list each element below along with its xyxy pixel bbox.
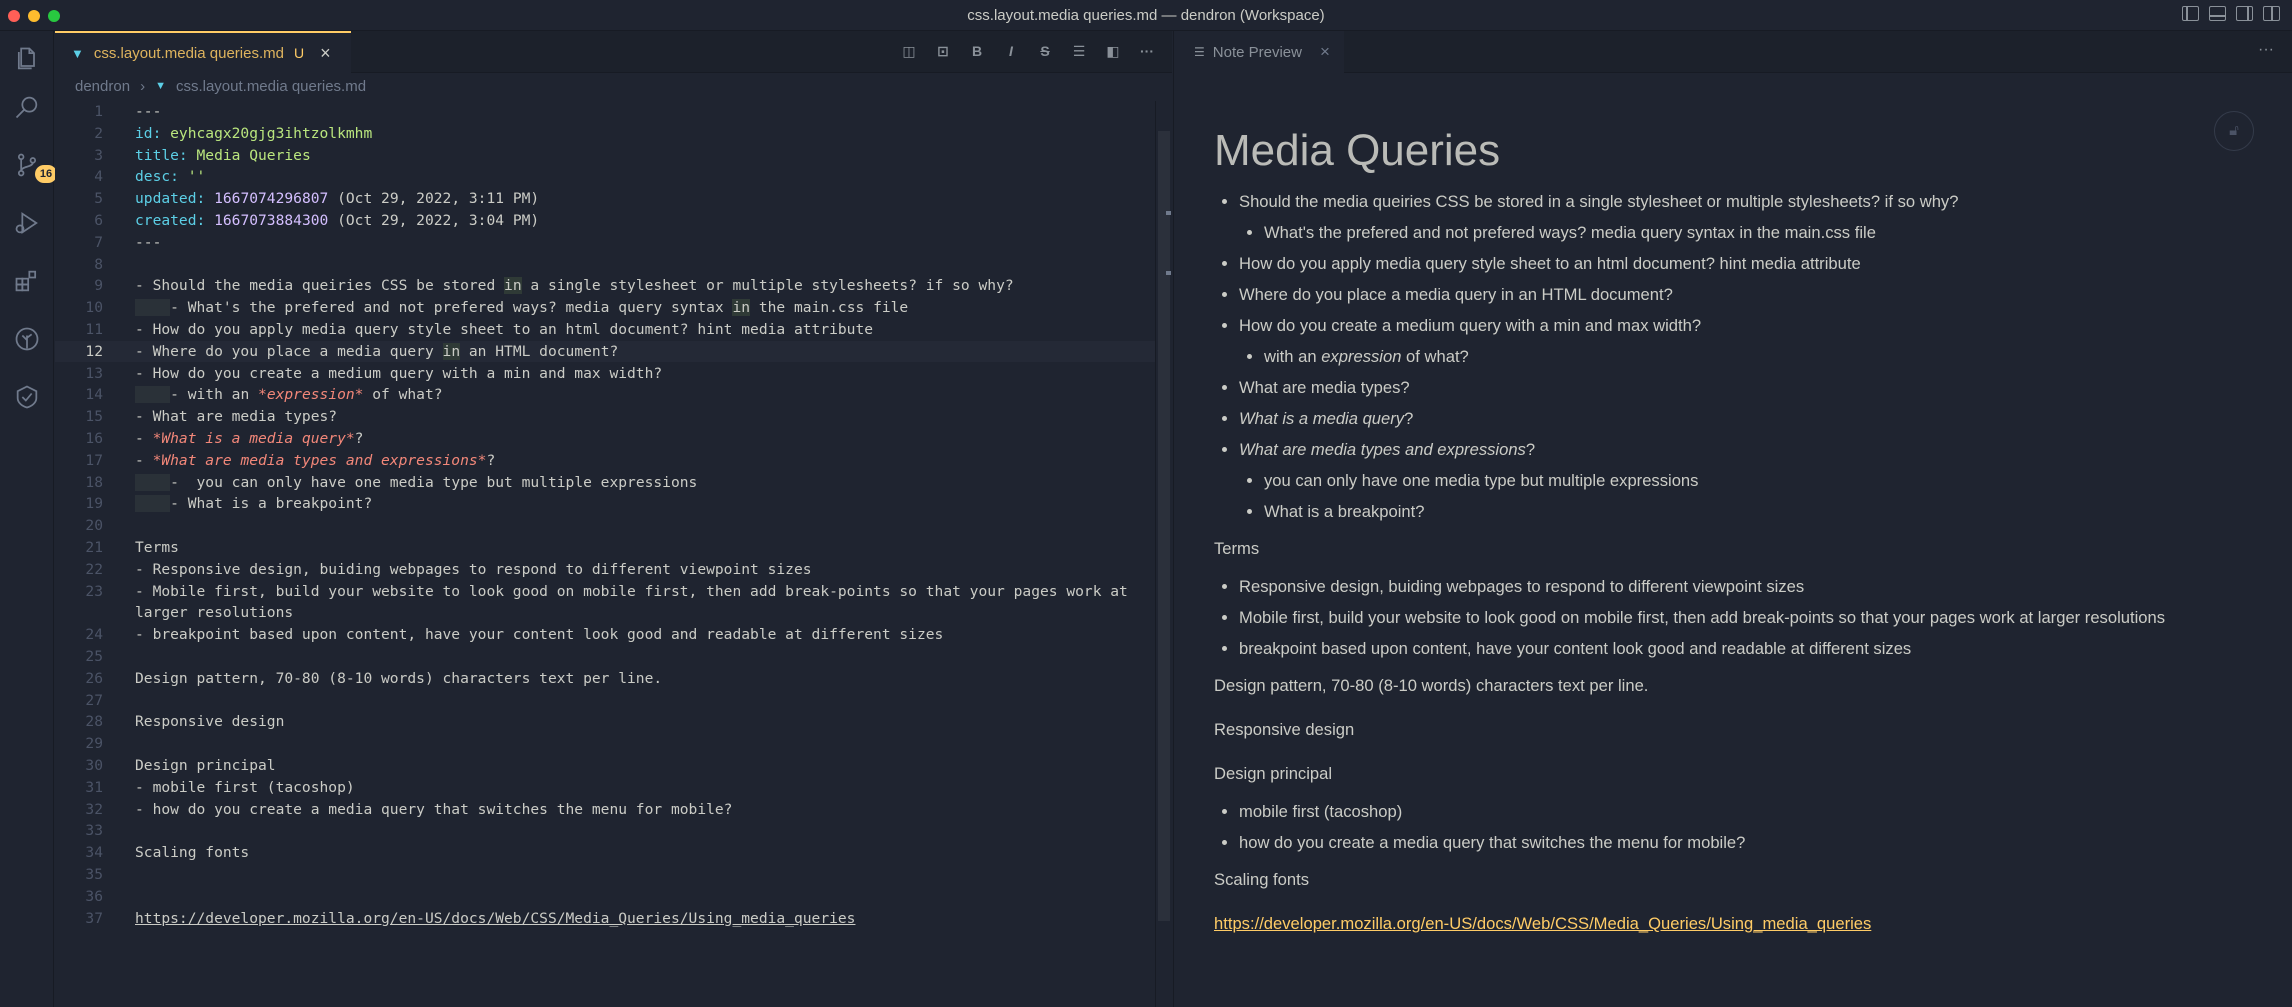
list-item <box>1239 403 2264 434</box>
code-line[interactable] <box>55 275 1155 296</box>
mdn-link[interactable]: https://developer.mozilla.org/en-US/docs/Web/CSS/Media_Queries/Using_media_queries <box>1214 914 1872 933</box>
terms-heading: Terms <box>1214 539 1260 558</box>
extensions-icon[interactable] <box>13 267 41 295</box>
code-line[interactable] <box>55 886 1155 907</box>
line-text: Terms <box>135 539 179 556</box>
line-text: Design principal <box>135 757 276 774</box>
line-text: - Mobile first, build your website to look good on mobile first, then add break-points so that your pages work at <box>135 582 1128 600</box>
line-text: larger resolutions <box>135 604 294 622</box>
preview-title: Media Queries <box>1214 126 1501 175</box>
line-number: 16 <box>85 430 103 447</box>
line-number: 4 <box>94 168 103 186</box>
lock-preview-icon[interactable]: 🔓︎ <box>2214 111 2254 151</box>
code-line[interactable] <box>55 842 1155 863</box>
line-text: - breakpoint based upon content, have your content look good and readable at different sizes <box>135 626 944 644</box>
paragraph: Design principal <box>1214 764 1333 783</box>
dendron-icon[interactable] <box>13 325 41 353</box>
line-number: 3 <box>94 146 103 164</box>
code-line[interactable] <box>55 188 1155 209</box>
breadcrumb <box>55 73 1172 99</box>
list-item-text: Should the media queiries CSS be stored in a single stylesheet or multiple stylesheets? if so why? <box>1239 192 1959 211</box>
line-number: 36 <box>85 887 103 905</box>
preview-more-button[interactable]: ··· <box>2258 41 2274 58</box>
preview-content <box>1214 126 2264 946</box>
line-text: - with an *expression* of what? <box>135 384 443 405</box>
preview-tab-label: Note Preview <box>1212 43 1302 61</box>
text-fragment: of what? <box>1401 347 1469 366</box>
source-control-icon[interactable] <box>13 151 53 180</box>
line-number: 31 <box>85 778 103 796</box>
principal-list <box>1214 796 2264 858</box>
markdown-file-icon: ▼ <box>155 80 166 92</box>
line-number: 24 <box>85 626 103 644</box>
list-item: • you can only have one media type but multiple expressions <box>1264 465 2264 496</box>
line-number: 37 <box>85 909 103 927</box>
editor-tab[interactable] <box>55 31 351 73</box>
line-text: title: Media Queries <box>135 146 311 164</box>
line-text: - What is a breakpoint? <box>135 493 372 514</box>
preview-tab-bar <box>1174 31 2292 73</box>
code-line[interactable] <box>55 537 1155 558</box>
line-number: 14 <box>85 386 103 404</box>
line-number: 17 <box>85 451 103 469</box>
explorer-icon[interactable] <box>13 45 41 73</box>
search-icon[interactable] <box>13 93 41 121</box>
line-text: - What's the prefered and not prefered ways? media query syntax in the main.css file <box>135 297 908 318</box>
list-item <box>1239 186 2264 248</box>
line-text: - Should the media queiries CSS be stored in a single stylesheet or multiple stylesheets? if so why? <box>135 277 1014 295</box>
list-item: • Mobile first, build your website to look good on mobile first, then add break-points so that your pages work at larger resolutions <box>1239 602 2264 633</box>
code-line[interactable] <box>55 297 1155 318</box>
line-number: 18 <box>85 473 103 491</box>
list-item: • What are media types? <box>1239 372 2264 403</box>
line-number: 1 <box>94 103 103 120</box>
split-editor-icon[interactable]: ◧ <box>1106 43 1120 59</box>
line-text: - *What is a media query*? <box>135 430 364 447</box>
editor-tab-bar <box>55 31 1172 73</box>
code-line[interactable] <box>55 384 1155 405</box>
line-text: created: 1667073884300 (Oct 29, 2022, 3:04 PM) <box>135 212 540 229</box>
line-text: id: eyhcagx20gjg3ihtzolkmhm <box>135 124 373 142</box>
text-fragment: ? <box>1404 409 1414 428</box>
code-line[interactable] <box>55 908 1155 929</box>
paragraph: Scaling fonts <box>1214 870 1310 889</box>
line-number: 23 <box>85 582 103 600</box>
code-line[interactable] <box>55 559 1155 580</box>
code-line[interactable] <box>55 254 1155 275</box>
toggle-panel-icon[interactable] <box>2209 6 2226 21</box>
line-number: 29 <box>85 735 103 753</box>
code-line[interactable] <box>55 406 1155 427</box>
scroll-marker <box>1166 211 1171 215</box>
line-number: 21 <box>85 539 103 556</box>
emphasis: What are media types and expressions <box>1239 440 1526 459</box>
code-line[interactable] <box>55 711 1155 732</box>
line-text: - What are media types? <box>135 408 338 426</box>
list-item: • how do you create a media query that switches the menu for mobile? <box>1239 827 2264 858</box>
code-editor[interactable] <box>55 101 1155 1007</box>
line-text: - Where do you place a media query in an HTML document? <box>135 342 619 360</box>
text-fragment: ? <box>1525 440 1536 459</box>
line-number: 25 <box>85 648 103 665</box>
list-item-text: How do you create a medium query with a min and max width? <box>1239 316 1702 335</box>
code-line[interactable] <box>55 668 1155 689</box>
code-line[interactable] <box>55 166 1155 187</box>
scrollbar-thumb[interactable] <box>1158 131 1170 921</box>
customize-layout-icon[interactable] <box>2263 6 2280 21</box>
line-number: 22 <box>85 560 103 578</box>
breadcrumb-root[interactable]: dendron <box>75 77 131 95</box>
preview-icon: ☰ <box>1194 45 1205 59</box>
list-item: • How do you apply media query style sheet to an html document? hint media attribute <box>1239 248 2264 279</box>
list-item: • breakpoint based upon content, have your content look good and readable at different sizes <box>1239 633 2264 664</box>
more-actions-button[interactable]: ··· <box>1140 43 1154 59</box>
run-debug-icon[interactable] <box>13 209 41 237</box>
open-preview-icon[interactable]: ◫ <box>902 43 916 59</box>
code-line[interactable] <box>55 864 1155 885</box>
line-number: 8 <box>94 255 103 273</box>
code-line[interactable] <box>55 777 1155 798</box>
line-text: - How do you apply media query style sheet to an html document? hint media attribute <box>135 321 874 338</box>
code-line[interactable] <box>55 515 1155 536</box>
line-number: 13 <box>85 364 103 382</box>
line-number: 6 <box>94 212 103 229</box>
code-line[interactable] <box>55 363 1155 384</box>
line-number: 28 <box>85 713 103 731</box>
code-line[interactable] <box>55 232 1155 253</box>
code-line[interactable] <box>55 755 1155 776</box>
code-line[interactable] <box>55 450 1155 471</box>
line-number: 2 <box>94 124 103 142</box>
code-line[interactable] <box>55 690 1155 711</box>
list-icon[interactable]: ☰ <box>1072 43 1086 59</box>
line-text: - how do you create a media query that switches the menu for mobile? <box>135 800 733 818</box>
paragraph: Responsive design <box>1214 720 1355 739</box>
untracked-indicator: U <box>293 45 305 61</box>
code-line[interactable] <box>55 820 1155 841</box>
list-item: • mobile first (tacoshop) <box>1239 796 2264 827</box>
line-text: Scaling fonts <box>135 844 250 862</box>
line-number: 15 <box>85 408 103 426</box>
italic-button[interactable]: I <box>1009 43 1013 59</box>
code-line[interactable] <box>55 341 1155 362</box>
editor-group <box>55 31 1172 1007</box>
code-line[interactable] <box>55 624 1155 645</box>
line-number: 19 <box>85 495 103 513</box>
line-number: 10 <box>85 299 103 317</box>
testing-icon[interactable] <box>13 383 41 411</box>
code-line[interactable] <box>55 319 1155 340</box>
list-item: • What's the prefered and not prefered ways? media query syntax in the main.css file <box>1264 217 2264 248</box>
show-graph-icon[interactable]: ⊡ <box>937 43 949 59</box>
line-text: updated: 1667074296807 (Oct 29, 2022, 3:11 PM) <box>135 190 540 208</box>
scroll-marker <box>1166 271 1171 275</box>
code-line[interactable] <box>55 428 1155 449</box>
bold-button[interactable]: B <box>971 43 983 59</box>
code-line[interactable] <box>55 493 1155 514</box>
line-text: --- <box>135 103 162 120</box>
line-text: - Responsive design, buiding webpages to respond to different viewpoint sizes <box>135 560 812 578</box>
line-number: 30 <box>85 757 103 774</box>
code-line[interactable] <box>55 101 1155 122</box>
list-item: • Where do you place a media query in an HTML document? <box>1239 279 2264 310</box>
chevron-right-icon: › <box>140 77 146 95</box>
line-number: 35 <box>85 866 103 883</box>
toggle-primary-sidebar-icon[interactable] <box>2182 6 2199 21</box>
preview-tab[interactable] <box>1174 31 1344 73</box>
line-number: 7 <box>94 233 103 251</box>
code-line[interactable] <box>55 145 1155 166</box>
question-list <box>1214 186 2264 527</box>
line-number: 12 <box>85 342 103 360</box>
line-number: 11 <box>85 321 103 338</box>
emphasis: What is a media query <box>1239 409 1405 428</box>
list-item <box>1264 341 2264 372</box>
line-text: - mobile first (tacoshop) <box>135 778 355 796</box>
list-item: • What is a breakpoint? <box>1264 496 2264 527</box>
strikethrough-button[interactable]: S <box>1040 43 1050 59</box>
code-line[interactable] <box>55 733 1155 754</box>
toggle-secondary-sidebar-icon[interactable] <box>2236 6 2253 21</box>
code-line[interactable] <box>55 799 1155 820</box>
line-number: 27 <box>85 691 103 709</box>
editor-tab-label: css.layout.media queries.md <box>93 44 284 62</box>
list-item <box>1239 310 2264 372</box>
line-number: 20 <box>85 517 103 535</box>
emphasis: expression <box>1321 347 1402 366</box>
paragraph: Design pattern, 70-80 (8-10 words) characters text per line. <box>1214 676 1649 695</box>
line-number: 32 <box>85 800 103 818</box>
code-line[interactable] <box>55 602 1155 623</box>
terms-list <box>1214 571 2264 664</box>
line-number: 34 <box>85 844 103 862</box>
text-fragment: with an <box>1264 347 1322 366</box>
line-text: - *What are media types and expressions*? <box>135 451 496 469</box>
code-line[interactable] <box>55 581 1155 602</box>
layout-controls <box>2182 6 2280 21</box>
line-number: 26 <box>85 669 103 687</box>
close-tab-icon[interactable]: × <box>320 42 331 63</box>
code-line[interactable] <box>55 646 1155 667</box>
line-text: - How do you create a medium query with a min and max width? <box>135 364 663 382</box>
code-line[interactable] <box>55 472 1155 493</box>
preview-group <box>1173 31 2292 1007</box>
line-text: --- <box>135 233 162 251</box>
breadcrumb-file[interactable]: css.layout.media queries.md <box>175 77 367 95</box>
line-text: - you can only have one media type but multiple expressions <box>135 472 697 493</box>
close-preview-icon[interactable]: × <box>1319 42 1330 61</box>
line-text: https://developer.mozilla.org/en-US/docs/Web/CSS/Media_Queries/Using_media_queries <box>135 909 856 927</box>
code-line[interactable] <box>55 210 1155 231</box>
line-number: 9 <box>94 277 103 295</box>
line-text: Responsive design <box>135 713 285 731</box>
editor-scrollbar[interactable] <box>1155 101 1172 1007</box>
list-item <box>1239 434 2264 527</box>
markdown-file-icon: ▼ <box>71 45 84 61</box>
line-number: 5 <box>94 190 103 208</box>
line-text: desc: '' <box>135 168 206 186</box>
line-text: Design pattern, 70-80 (8-10 words) characters text per line. <box>135 669 663 687</box>
code-line[interactable] <box>55 123 1155 144</box>
list-item: • Responsive design, buiding webpages to respond to different viewpoint sizes <box>1239 571 2264 602</box>
activity-bar <box>0 31 54 1007</box>
window-title: css.layout.media queries.md — dendron (Workspace) <box>967 7 1325 24</box>
source-control-badge: 16 <box>35 165 57 183</box>
title-bar <box>0 0 2292 31</box>
line-number: 33 <box>85 822 103 840</box>
editor-actions <box>900 43 1156 60</box>
